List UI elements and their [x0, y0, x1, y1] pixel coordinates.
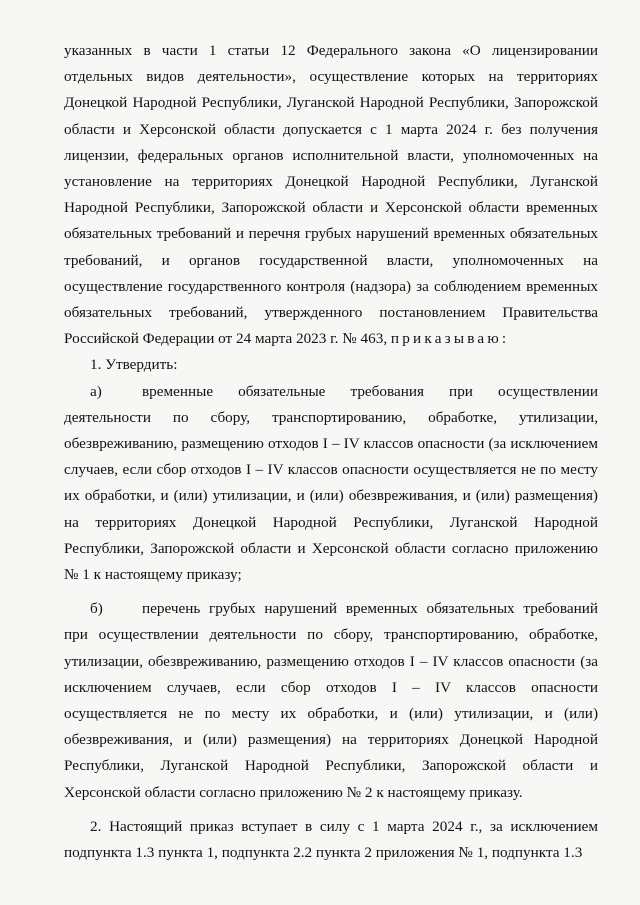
preamble-text: указанных в части 1 статьи 12 Федерального закона «О лицензировании отдельных видов деятельности», осуществление которых на территориях Донецкой Народной Республики, Луганской Народной Республики, Запорожской области и Херсонской области допускается с 1 марта 2024 г. без получения лицензии, федеральных органов исполнительной власти, уполномоченных на установление на территориях Донецкой Народной Республики, Луганской Народной Республики, Запорожской области и Херсонской области временных обязательных требований и перечня грубых нарушений временных обязательных требований, и органов государственной власти, уполномоченных на осуществление государственного контроля (надзора) за соблюдением временных обязательных требований, утвержденного постановлением Правительства Российской Федерации от 24 марта 2023 г. № 463, — [64, 42, 598, 348]
paragraph-item-a — [64, 379, 598, 589]
item-a-text: временные обязательные требования при осуществлении деятельности по сбору, транспортированию, обработке, утилизации, обезвреживанию, размещению отходов I – IV классов опасности (за исключением случаев, если сбор отходов I – IV классов опасности осуществляется не по месту их обработки, и (или) утилизации, и (или) обезвреживания, и (или) размещения) на территориях Донецкой Народной Республики, Луганской Народной Республики, Запорожской области и Херсонской области согласно приложению № 1 к настоящему приказу; — [64, 382, 598, 584]
paragraph-approve — [64, 352, 598, 378]
order-command: приказываю: — [390, 330, 510, 348]
item-b-text: перечень грубых нарушений временных обязательных требований при осуществлении деятельности по сбору, транспортированию, обработке, утилизации, обезвреживанию, размещению отходов I – IV классов опасности (за исключением случаев, если сбор отходов I – IV классов опасности осуществляется не по месту их обработки, и (или) утилизации, и (или) обезвреживания, и (или) размещения) на территориях Донецкой Народной Республики, Луганской Народной Республики, Запорожской области и Херсонской области согласно приложению № 2 к настоящему приказу. — [64, 600, 598, 801]
effective-date-text: 2. Настоящий приказ вступает в силу с 1 марта 2024 г., за исключением подпункта 1.3 пункта 1, подпункта 2.2 пункта 2 приложения № 1, подпункта 1.3 — [64, 817, 598, 862]
paragraph-item-b — [64, 596, 598, 806]
paragraph-preamble — [64, 38, 598, 352]
paragraph-effective-date — [64, 814, 598, 866]
item-b-label: б) — [90, 600, 103, 618]
item-a-label: а) — [90, 382, 102, 400]
approve-text: 1. Утвердить: — [90, 356, 178, 374]
